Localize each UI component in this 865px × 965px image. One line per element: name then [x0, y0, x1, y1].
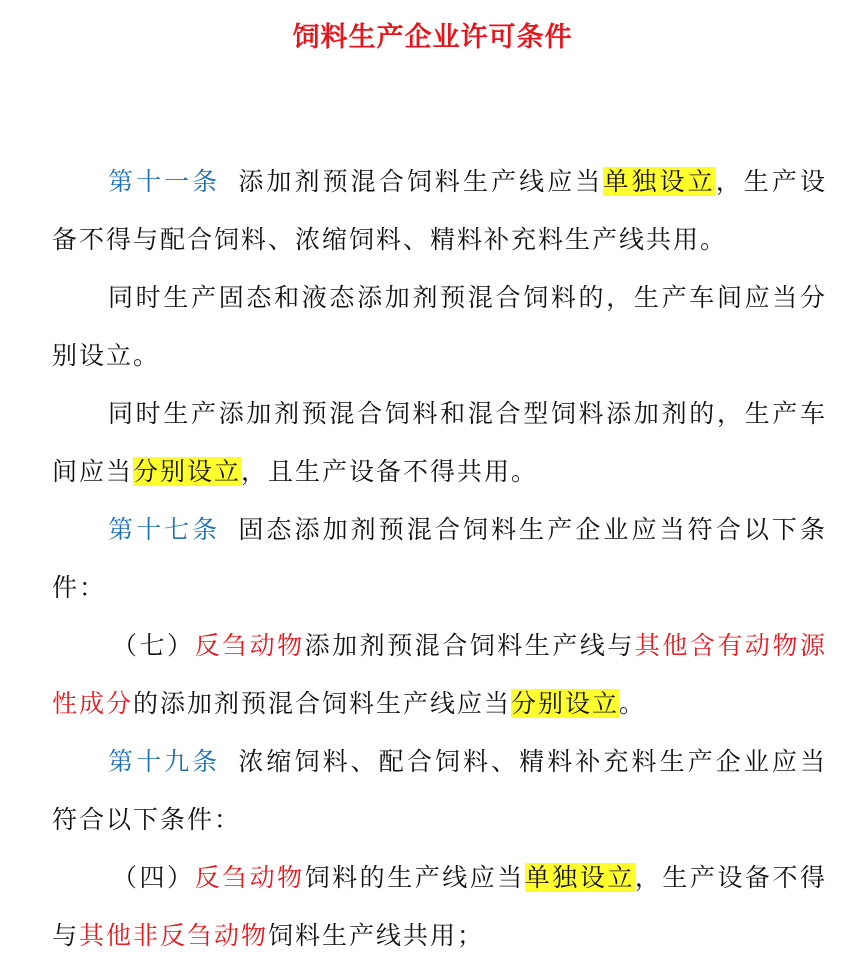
highlighted-phrase: 分别设立 [133, 457, 242, 486]
red-emphasis: 其他非反刍动物 [79, 921, 269, 950]
item-number: （四） [112, 863, 195, 892]
paragraph-text: 。 [619, 689, 647, 718]
highlighted-phrase: 分别设立 [511, 689, 620, 718]
highlighted-phrase: 单独设立 [524, 863, 635, 892]
paragraph-text: 添加剂预混合饲料生产线应当 [238, 167, 604, 196]
paragraph-text: 饲料的生产线应当 [304, 863, 525, 892]
paragraph-item-4 [52, 849, 827, 965]
document-title: 饲料生产企业许可条件 [292, 22, 573, 53]
paragraph-text: 同时生产固态和液态添加剂预混合饲料的，生产车间应当分别设立。 [52, 283, 827, 370]
paragraph-article-19 [52, 733, 827, 849]
paragraph-text: 同时生产添加剂预混合饲料和混合型饲料添加剂的，生产车间应当 [52, 399, 827, 486]
paragraph-text: 固态添加剂预混合饲料生产企业应当符合以下条件： [52, 515, 827, 602]
paragraph-text: 浓缩饲料、配合饲料、精料补充料生产企业应当符合以下条件： [52, 747, 827, 834]
item-number: （七） [112, 631, 195, 660]
paragraph-article-11 [52, 153, 827, 269]
paragraph-solid-liquid [52, 269, 827, 385]
red-emphasis: 其他含有动物源性成分 [52, 631, 827, 718]
red-emphasis: 反刍动物 [194, 631, 305, 660]
article-label: 第十七条 [108, 515, 221, 544]
paragraph-text: 的添加剂预混合饲料生产线应当 [133, 689, 512, 718]
paragraph-text: ，生产设备不得与配合饲料、浓缩饲料、精料补充料生产线共用。 [52, 167, 827, 254]
article-label: 第十九条 [108, 747, 221, 776]
paragraph-text: 添加剂预混合饲料生产线与 [304, 631, 635, 660]
paragraph-premix-and-additive [52, 385, 827, 501]
paragraph-text: 饲料生产线共用； [268, 921, 485, 950]
paragraph-item-7 [52, 617, 827, 733]
highlighted-phrase: 单独设立 [603, 167, 716, 196]
paragraph-text: ，且生产设备不得共用。 [241, 457, 539, 486]
article-label: 第十一条 [108, 167, 221, 196]
red-emphasis: 反刍动物 [194, 863, 305, 892]
paragraph-text: ，生产设备不得与 [52, 863, 827, 950]
paragraph-article-17 [52, 501, 827, 617]
